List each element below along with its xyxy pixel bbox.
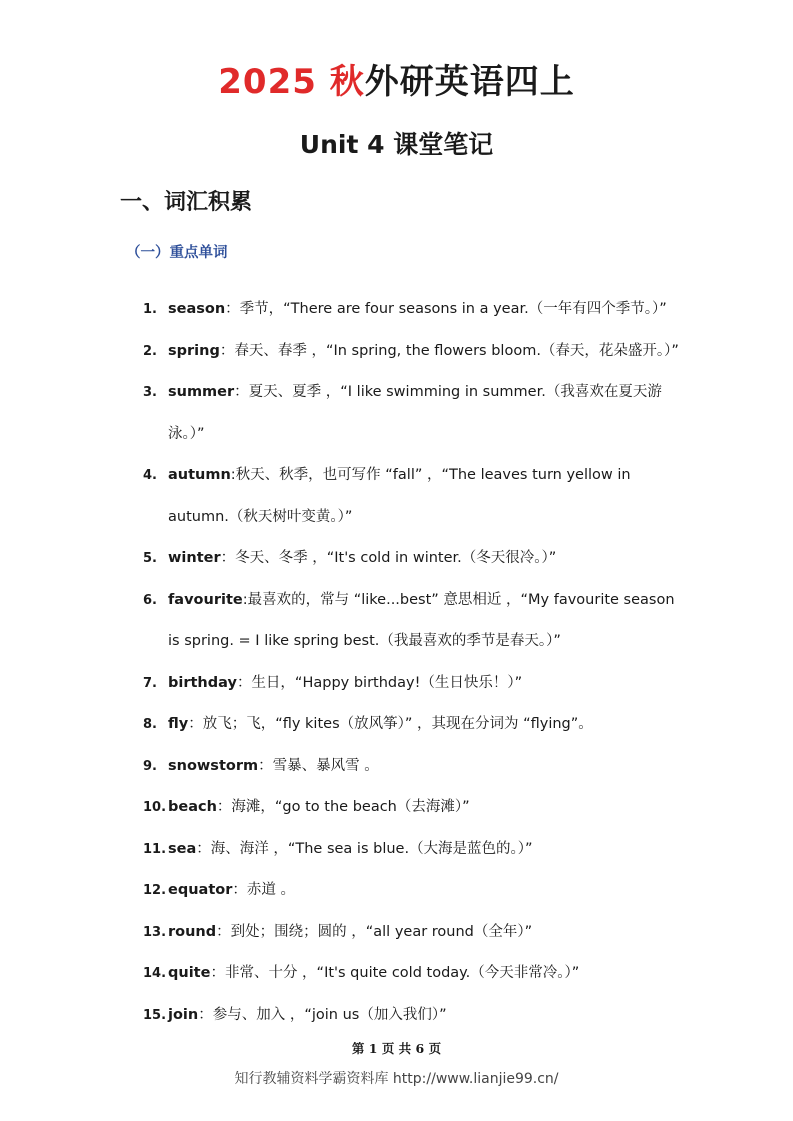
item-text: 放飞；飞，“fly kites（放风筝）” ，其现在分词为 “flying”。 bbox=[202, 716, 593, 732]
title-course: 外研英语四上 bbox=[364, 62, 575, 102]
item-word: birthday bbox=[168, 674, 237, 691]
item-separator: ： bbox=[220, 550, 236, 566]
item-separator: ： bbox=[216, 923, 231, 940]
item-separator: ： bbox=[225, 301, 240, 317]
item-number: 15. bbox=[143, 1007, 167, 1023]
item-separator: : bbox=[230, 467, 236, 483]
page-number: 第 1 页 共 6 页 bbox=[351, 1041, 442, 1056]
item-word: snowstorm bbox=[168, 757, 259, 774]
document-title bbox=[0, 60, 793, 104]
item-text: 非常、十分 ，“It's quite cold today.（今天非常冷。）” bbox=[224, 965, 580, 981]
section-heading: 一、词汇积累 bbox=[120, 190, 253, 215]
item-separator: ： bbox=[198, 1006, 213, 1023]
list-item bbox=[0, 704, 688, 746]
item-text: 雪暴、暴风雪 。 bbox=[272, 757, 379, 774]
item-word: quite bbox=[168, 965, 211, 981]
item-word: summer bbox=[168, 384, 235, 400]
item-number: 12. bbox=[143, 883, 167, 898]
item-number: 4. bbox=[143, 468, 157, 483]
list-item bbox=[0, 953, 688, 995]
document-subtitle: Unit 4 课堂笔记 bbox=[299, 130, 494, 159]
item-number: 5. bbox=[143, 551, 157, 566]
item-number: 1. bbox=[143, 302, 157, 317]
item-separator: ： bbox=[210, 965, 225, 981]
item-separator: ： bbox=[234, 384, 249, 400]
item-text: 最喜欢的，常与 “like...best” 意思相近 ，“My favourite season is spring. = I like spring best.（我最喜欢的季节是春天。）” bbox=[168, 591, 675, 649]
item-separator: ： bbox=[236, 674, 252, 691]
list-item bbox=[0, 538, 688, 580]
item-number: 14. bbox=[143, 966, 167, 981]
footer-site-link[interactable]: 知行教辅资料学霸资料库 http://www.lianjie99.cn/ bbox=[234, 1071, 559, 1087]
item-number: 9. bbox=[143, 758, 157, 774]
list-item bbox=[0, 289, 688, 331]
item-number: 11. bbox=[143, 841, 167, 857]
vocab-list bbox=[0, 289, 793, 1036]
item-separator: ： bbox=[232, 882, 247, 898]
item-text: 海滩，“go to the beach（去海滩）” bbox=[231, 799, 470, 815]
item-separator: ： bbox=[219, 342, 235, 359]
item-text: 春天、春季 ，“In spring, the flowers bloom.（春天，花朵盛开。）” bbox=[234, 342, 679, 359]
item-word: sea bbox=[168, 840, 197, 857]
item-separator: ： bbox=[216, 799, 232, 815]
item-word: autumn bbox=[168, 467, 231, 483]
item-number: 13. bbox=[143, 924, 167, 940]
sub-heading: （一）重点单词 bbox=[126, 245, 228, 261]
item-text: 海、海洋 ，“The sea is blue.（大海是蓝色的。）” bbox=[210, 840, 533, 857]
item-word: beach bbox=[168, 799, 217, 815]
item-number: 10. bbox=[143, 800, 167, 815]
list-item bbox=[0, 870, 688, 912]
item-text: 参与、加入 ，“join us（加入我们）” bbox=[212, 1006, 447, 1023]
item-word: equator bbox=[168, 882, 233, 898]
list-item bbox=[0, 372, 688, 455]
list-item bbox=[0, 663, 688, 705]
item-text: 冬天、冬季 ，“It's cold in winter.（冬天很冷。）” bbox=[235, 550, 557, 566]
item-number: 6. bbox=[143, 592, 157, 608]
list-item bbox=[0, 331, 688, 373]
list-item bbox=[0, 746, 688, 788]
item-text: 赤道 。 bbox=[246, 882, 295, 898]
title-year-season: 2025 秋 bbox=[218, 62, 365, 102]
item-word: spring bbox=[168, 342, 220, 359]
list-item bbox=[0, 995, 688, 1037]
list-item bbox=[0, 455, 688, 538]
item-text: 到处；围绕；圆的 ，“all year round（全年）” bbox=[230, 923, 533, 940]
list-item bbox=[0, 829, 688, 871]
item-text: 夏天、夏季 ，“I like swimming in summer.（我喜欢在夏天游泳。）” bbox=[168, 384, 662, 442]
list-item bbox=[0, 787, 688, 829]
item-separator: ： bbox=[188, 716, 203, 732]
item-word: season bbox=[168, 301, 226, 317]
item-separator: : bbox=[242, 591, 248, 608]
item-number: 2. bbox=[143, 343, 157, 359]
item-word: join bbox=[168, 1006, 199, 1023]
item-word: round bbox=[168, 923, 217, 940]
item-word: fly bbox=[168, 716, 189, 732]
list-item bbox=[0, 912, 688, 954]
list-item bbox=[0, 580, 688, 663]
item-text: 秋天、秋季，也可写作 “fall” ，“The leaves turn yellow in autumn.（秋天树叶变黄。）” bbox=[168, 467, 631, 525]
item-number: 7. bbox=[143, 675, 157, 691]
item-word: favourite bbox=[168, 591, 243, 608]
item-number: 3. bbox=[143, 385, 157, 400]
item-text: 季节，“There are four seasons in a year.（一年有四个季节。）” bbox=[239, 301, 667, 317]
item-separator: ： bbox=[196, 840, 211, 857]
item-number: 8. bbox=[143, 717, 157, 732]
item-word: winter bbox=[168, 550, 221, 566]
item-separator: ： bbox=[258, 757, 273, 774]
item-text: 生日，“Happy birthday!（生日快乐！）” bbox=[251, 674, 523, 691]
